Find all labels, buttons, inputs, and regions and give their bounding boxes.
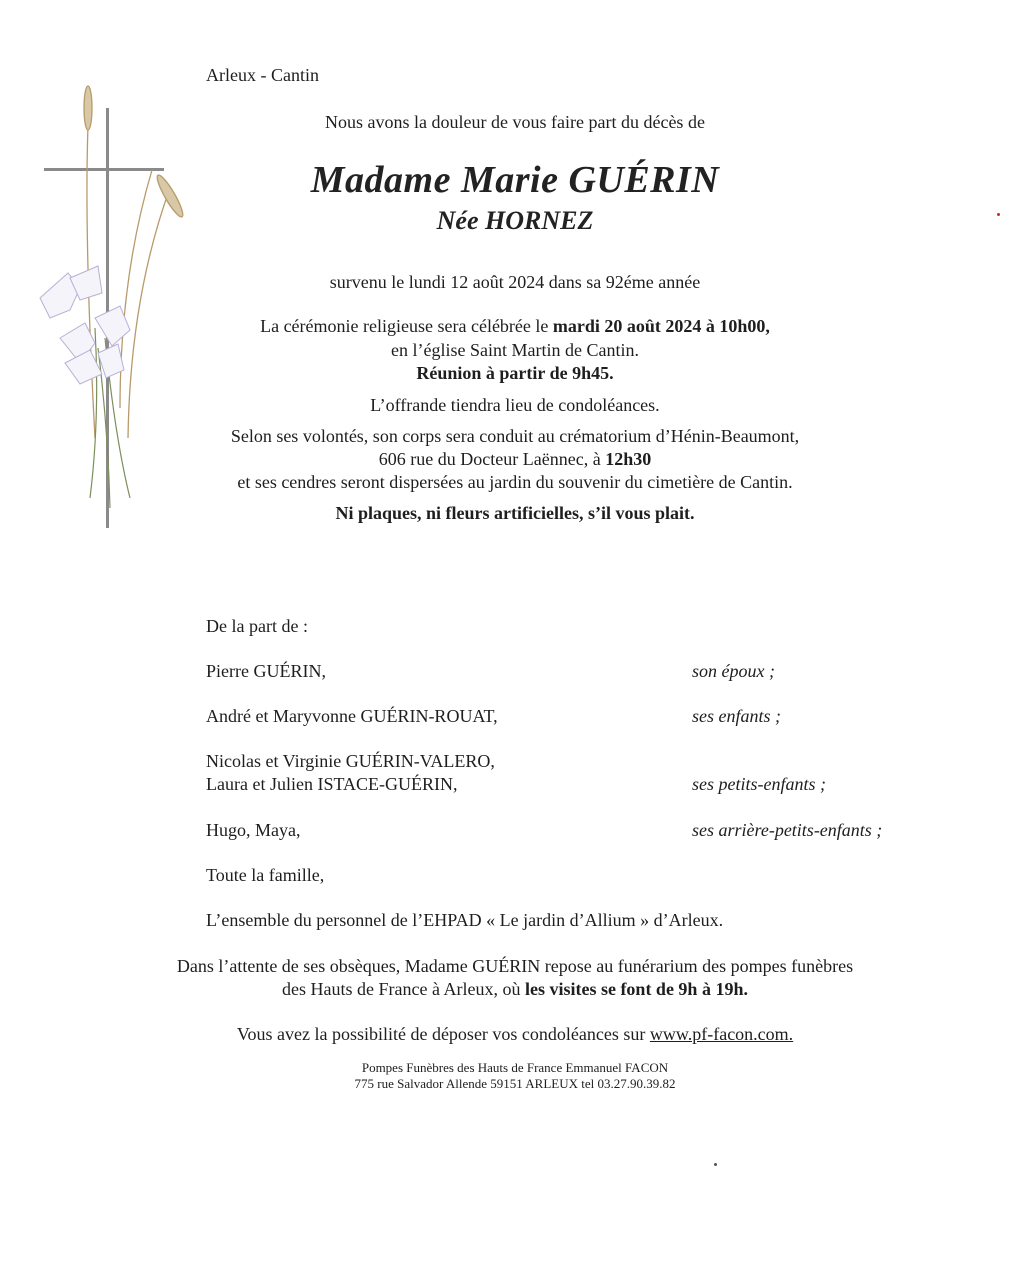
ceremony-line-1: [0, 314, 1030, 339]
cremation-line-3: et ses cendres seront dispersées au jardin du souvenir du cimetière de Cantin.: [237, 472, 793, 492]
all-family-text: Toute la famille,: [206, 865, 325, 885]
no-flowers-notice: Ni plaques, ni fleurs artificielles, s’il vous plait.: [335, 503, 695, 523]
condolences-line: [0, 1022, 1030, 1047]
deceased-name: Madame Marie GUÉRIN: [310, 159, 720, 201]
family-row-names: Nicolas et Virginie GUÉRIN-VALERO,: [206, 751, 495, 771]
family-row-relation: ses enfants ;: [692, 706, 781, 726]
ceremony-line-2: en l’église Saint Martin de Cantin.: [391, 340, 639, 360]
death-date: survenu le lundi 12 août 2024 dans sa 92éme année: [329, 272, 701, 292]
visit-hours: les visites se font de 9h à 19h.: [524, 979, 748, 999]
maiden-name: Née HORNEZ: [436, 206, 594, 235]
ceremony-prefix: La cérémonie religieuse sera célébrée le: [260, 316, 553, 336]
ceremony-line-3: Réunion à partir de 9h45.: [416, 363, 614, 383]
visit-line-2: [0, 977, 1030, 1002]
offering-text: L’offrande tiendra lieu de condoléances.: [370, 395, 660, 415]
cremation-line-2: [0, 447, 1030, 472]
footer-company: Pompes Funèbres des Hauts de France Emmanuel FACON: [361, 1060, 669, 1075]
ceremony-datetime: mardi 20 août 2024 à 10h00,: [552, 316, 770, 336]
condolences-link[interactable]: www.pf-facon.com.: [649, 1024, 794, 1044]
intro-text: Nous avons la douleur de vous faire part du décès de: [325, 112, 705, 132]
family-row-names: Pierre GUÉRIN,: [206, 661, 326, 681]
scan-speck: [997, 213, 1000, 216]
cremation-line-1: Selon ses volontés, son corps sera conduit au crématorium d’Hénin-Beaumont,: [230, 426, 800, 446]
cremation-time: 12h30: [605, 449, 652, 469]
scan-speck: [714, 1163, 717, 1166]
family-row-relation: ses petits-enfants ;: [692, 774, 826, 794]
family-row-names: Laura et Julien ISTACE-GUÉRIN,: [206, 774, 458, 794]
family-row-relation: ses arrière-petits-enfants ;: [692, 820, 883, 840]
family-row-relation: son époux ;: [692, 661, 775, 681]
location-heading: Arleux - Cantin: [206, 65, 319, 85]
footer-address: 775 rue Salvador Allende 59151 ARLEUX tel 03.27.90.39.82: [354, 1076, 676, 1091]
family-row-names: André et Maryvonne GUÉRIN-ROUAT,: [206, 706, 498, 726]
cremation-address: 606 rue du Docteur Laënnec, à: [378, 449, 606, 469]
staff-text: L’ensemble du personnel de l’EHPAD « Le jardin d’Allium » d’Arleux.: [206, 910, 724, 930]
condolences-text: Vous avez la possibilité de déposer vos condoléances sur: [236, 1024, 650, 1044]
visit-line-1: Dans l’attente de ses obsèques, Madame GUÉRIN repose au funérarium des pompes funèbres: [176, 956, 854, 976]
family-intro: De la part de :: [206, 616, 308, 636]
family-row-names: Hugo, Maya,: [206, 820, 301, 840]
visit-location: des Hauts de France à Arleux, où: [282, 979, 525, 999]
